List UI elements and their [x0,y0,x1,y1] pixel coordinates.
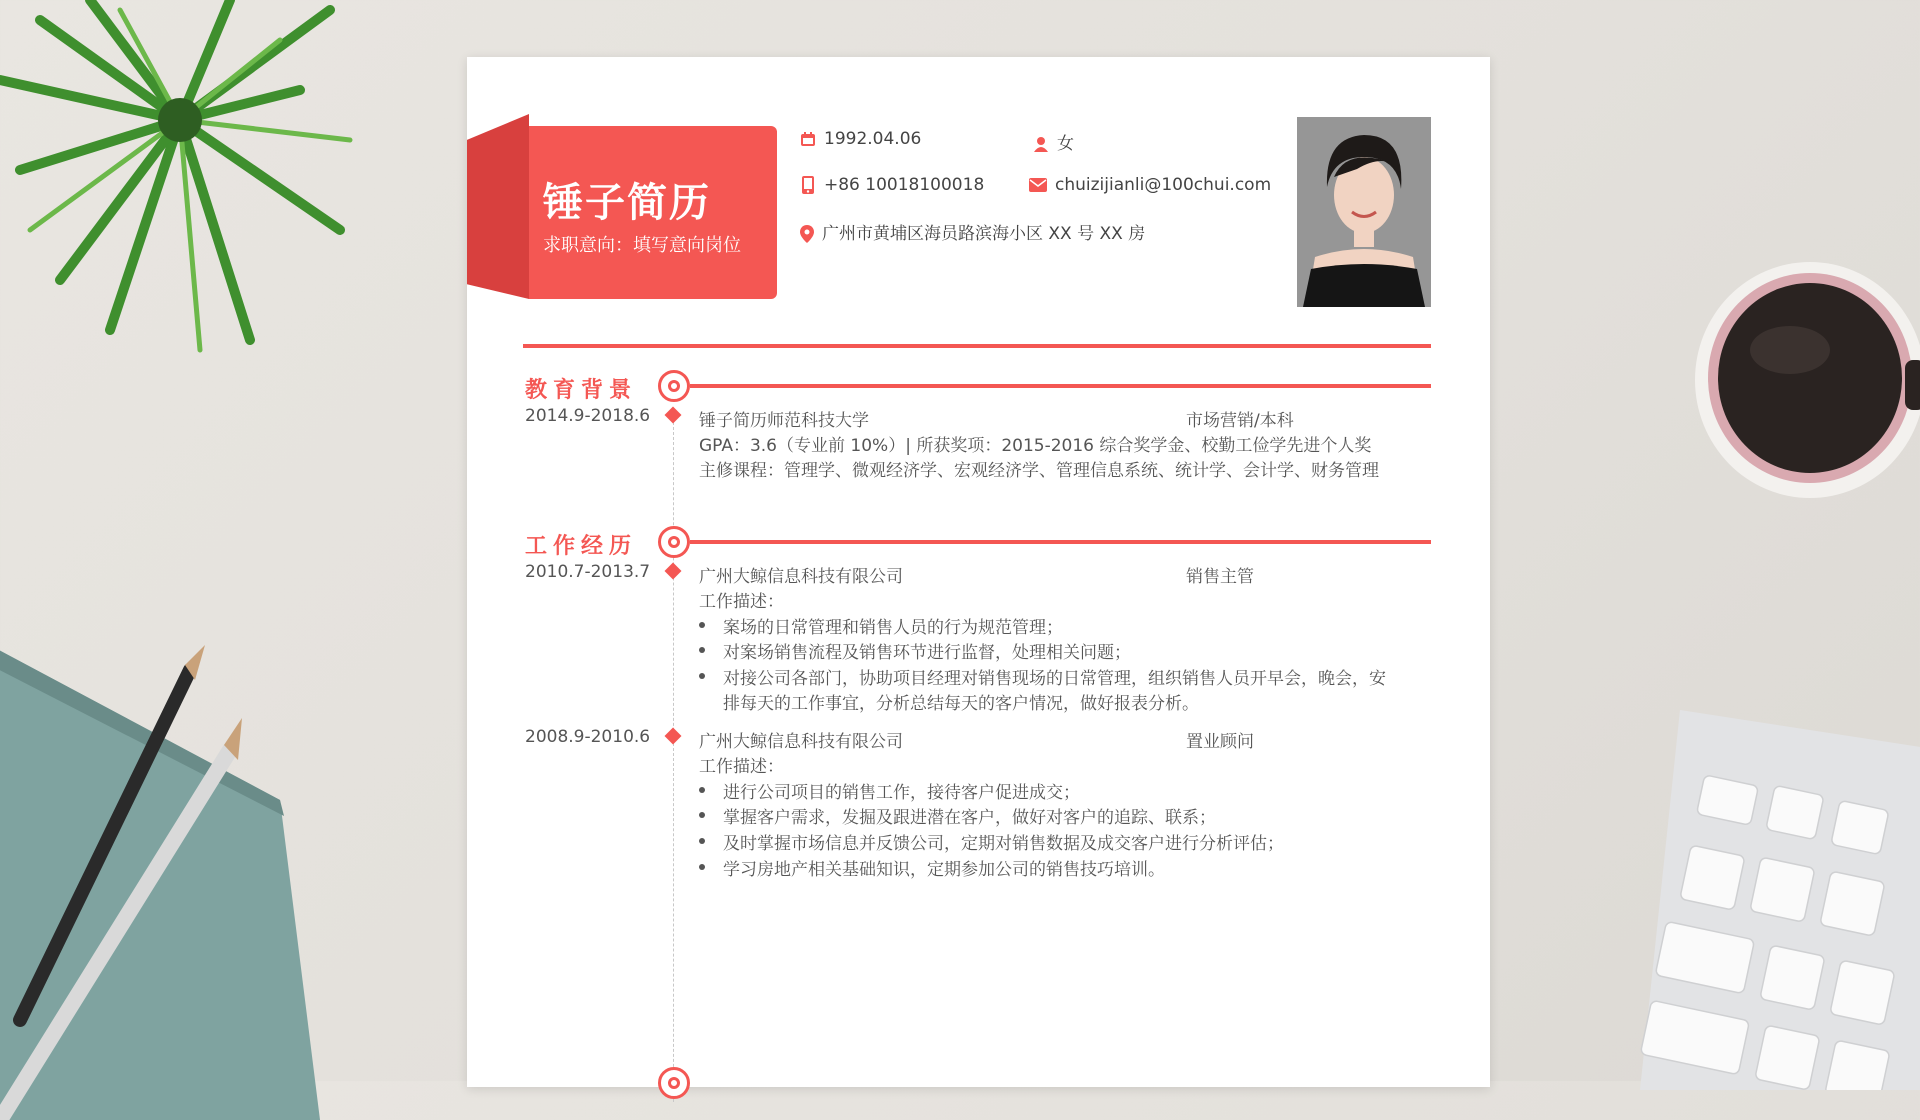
timeline-marker [665,728,682,745]
job-duty: 对案场销售流程及销售环节进行监督，处理相关问题； [699,638,1131,663]
gender: 女 [1057,134,1074,154]
section-rule-education [690,384,1431,388]
gender-info [1033,129,1074,154]
mail-icon [1029,178,1047,192]
address-info [800,219,1145,244]
job-duty: 学习房地产相关基础知识，定期参加公司的销售技巧培训。 [699,855,1165,880]
phone-info [800,175,984,195]
job-desc-label: 工作描述： [699,592,784,612]
edu-courses: 主修课程：管理学、微观经济学、宏观经济学、管理信息系统、统计学、会计学、财务管理 [699,461,1379,481]
resume-name: 锤子简历 [543,180,711,226]
timeline-marker [665,407,682,424]
target-icon [658,370,690,402]
target-icon [658,1067,690,1099]
email: chuizijianli@100chui.com [1055,175,1272,195]
timeline-marker [665,563,682,580]
profile-photo [1297,117,1431,307]
keyboard [1640,710,1920,1090]
address: 广州市黄埔区海员路滨海小区 XX 号 XX 房 [822,224,1146,244]
person-icon [1033,136,1049,152]
edu-date: 2014.9-2018.6 [525,406,651,426]
potted-plant [0,0,360,360]
edu-school: 锤子简历师范科技大学 [699,411,869,431]
job-company: 广州大鲸信息科技有限公司 [699,732,903,752]
job-role: 置业顾问 [1186,732,1254,752]
job-date: 2008.9-2010.6 [525,727,651,747]
job-company: 广州大鲸信息科技有限公司 [699,567,903,587]
job-duty-continuation: 排每天的工作事宜，分析总结每天的客户情况，做好报表分析。 [723,694,1199,714]
job-duty: 掌握客户需求，发掘及跟进潜在客户，做好对客户的追踪、联系； [699,803,1216,828]
job-intent: 求职意向：填写意向岗位 [543,235,741,256]
phone-icon [800,176,816,194]
notebook-with-pencils [0,620,340,1120]
job-date: 2010.7-2013.7 [525,562,651,582]
job-duty: 案场的日常管理和销售人员的行为规范管理； [699,613,1063,638]
birth-date: 1992.04.06 [824,129,922,149]
resume-page [467,57,1490,1087]
edu-major: 市场营销/本科 [1186,411,1294,431]
edu-gpa: GPA：3.6（专业前 10%）| 所获奖项：2015-2016 综合奖学金、校勤工俭学先进个人奖 [699,436,1372,456]
target-icon [658,526,690,558]
email-info [1029,175,1271,195]
banner-fold [467,114,529,299]
job-duty: 对接公司各部门，协助项目经理对销售现场的日常管理，组织销售人员开早会，晚会，安 [699,664,1386,689]
location-pin-icon [800,225,814,243]
section-title-education: 教育背景 [525,378,638,403]
coffee-cup [1650,250,1920,510]
timeline-line [673,422,674,1102]
calendar-icon [800,131,816,147]
section-rule-work [690,540,1431,544]
birth-info [800,129,921,149]
job-duty: 及时掌握市场信息并反馈公司，定期对销售数据及成交客户进行分析评估； [699,829,1284,854]
job-desc-label: 工作描述： [699,757,784,777]
phone: +86 10018100018 [824,175,985,195]
job-duty: 进行公司项目的销售工作，接待客户促进成交； [699,778,1080,803]
section-title-work: 工作经历 [525,534,638,559]
job-role: 销售主管 [1186,567,1254,587]
header-divider [523,344,1431,348]
